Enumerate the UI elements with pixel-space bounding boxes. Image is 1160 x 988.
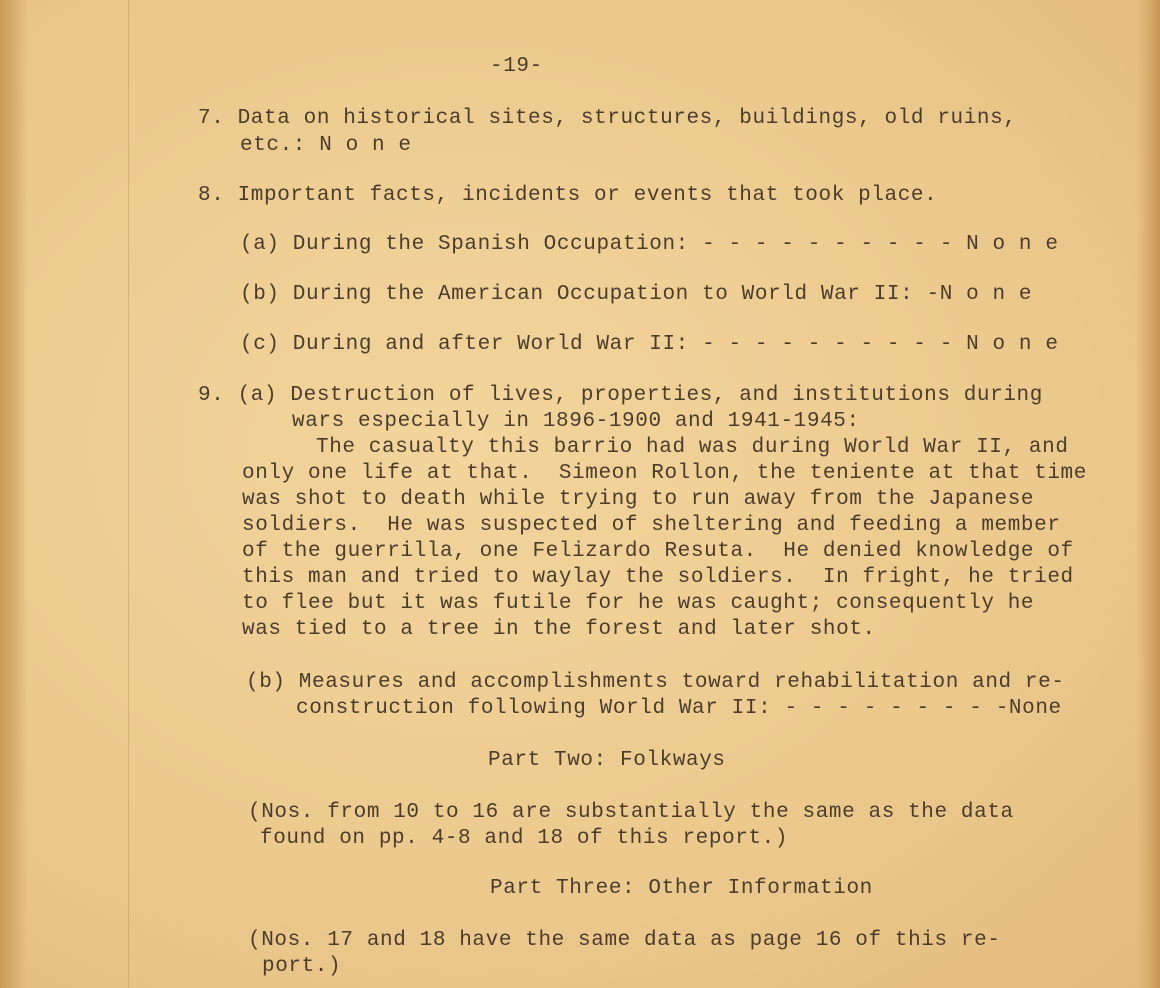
item-9b-line-1: (b) Measures and accomplishments toward rehabilitation and re- <box>246 671 1065 694</box>
paragraph-line: to flee but it was futile for he was caught; consequently he <box>242 592 1035 615</box>
part-two-note-line-2: found on pp. 4-8 and 18 of this report.) <box>260 827 789 850</box>
item-7-line-2: etc.: N o n e <box>240 134 412 157</box>
item-8a: (a) During the Spanish Occupation: - - - - - - - - - - N o n e <box>240 233 1059 256</box>
paragraph-line: this man and tried to waylay the soldiers. In fright, he tried <box>242 566 1074 589</box>
paragraph-line: The casualty this barrio had was during World War II, and <box>316 436 1069 459</box>
paragraph-line: only one life at that. Simeon Rollon, the teniente at that time <box>242 462 1087 485</box>
margin-rule <box>128 0 129 988</box>
paragraph-line: was tied to a tree in the forest and later shot. <box>242 618 876 641</box>
page-number: -19- <box>490 55 543 78</box>
item-7-line-1: 7. Data on historical sites, structures, buildings, old ruins, <box>198 107 1017 130</box>
item-8-heading: 8. Important facts, incidents or events that took place. <box>198 184 938 207</box>
item-8c: (c) During and after World War II: - - - - - - - - - - N o n e <box>240 333 1059 356</box>
part-two-title: Part Two: Folkways <box>488 749 726 772</box>
item-9a-line-2: wars especially in 1896-1900 and 1941-1945: <box>292 410 860 433</box>
item-8b: (b) During the American Occupation to World War II: -N o n e <box>240 283 1033 306</box>
paragraph-line: of the guerrilla, one Felizardo Resuta. He denied knowledge of <box>242 540 1074 563</box>
part-two-note-line-1: (Nos. from 10 to 16 are substantially the same as the data <box>248 801 1014 824</box>
part-three-note-line-1: (Nos. 17 and 18 have the same data as page 16 of this re- <box>248 929 1001 952</box>
paragraph-line: soldiers. He was suspected of sheltering and feeding a member <box>242 514 1061 537</box>
part-three-note-line-2: port.) <box>262 955 342 978</box>
item-9b-line-2: construction following World War II: - - - - - - - - -None <box>296 697 1062 720</box>
part-three-title: Part Three: Other Information <box>490 877 873 900</box>
paragraph-line: was shot to death while trying to run away from the Japanese <box>242 488 1035 511</box>
item-9a-line-1: 9. (a) Destruction of lives, properties, and institutions during <box>198 384 1043 407</box>
